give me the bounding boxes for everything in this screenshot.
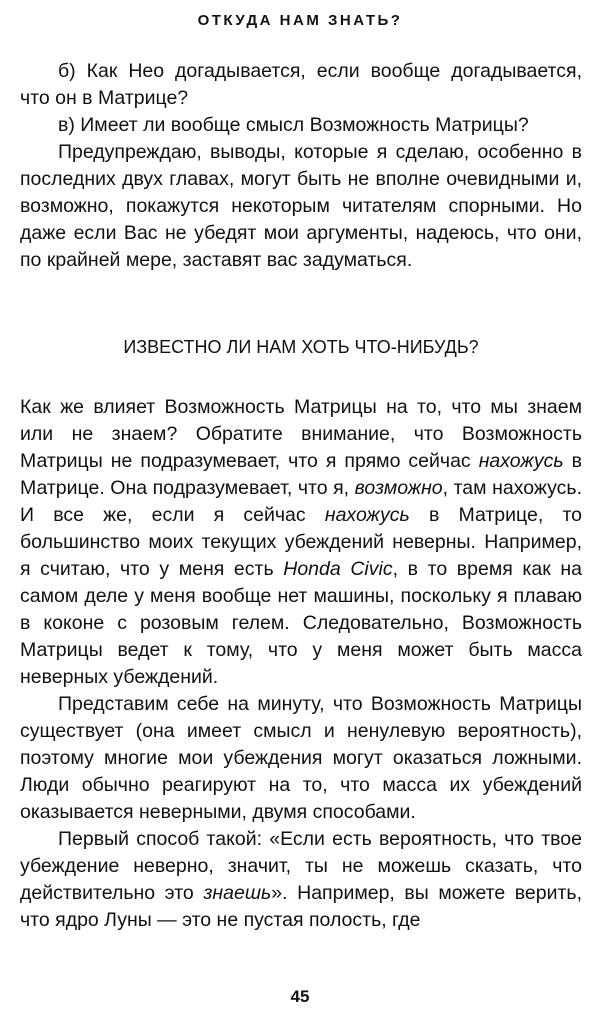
section-heading: ИЗВЕСТНО ЛИ НАМ ХОТЬ ЧТО-НИБУДЬ? xyxy=(123,337,479,357)
emphasis: знаешь xyxy=(203,882,272,904)
text-run: ». Например, вы можете верить, что ядро Луны — это не пустая полость, где xyxy=(20,882,583,931)
page-number: 45 xyxy=(290,987,310,1006)
text-run: Первый способ такой: «Если есть вероятность, что твое убеждение неверно, значит, ты не можешь сказать, что действительно это xyxy=(20,828,582,904)
emphasis: возможно xyxy=(354,477,443,499)
paragraph-warning: Предупреждаю, выводы, которые я сделаю, особенно в последних двух главах, могут быть не вполне очевидными и, возможно, покажутся некоторым читателям спорными. Но даже если Вас не убедят мои аргументы, надеюсь, что они, по крайней мере, заставят вас задуматься. xyxy=(20,141,582,271)
paragraph-first-way xyxy=(20,826,582,934)
paragraph-option-c: в) Имеет ли вообще смысл Возможность Матрицы? xyxy=(58,114,529,136)
text-run: в Матрице. Она подразумевает, что я, xyxy=(20,450,583,499)
running-title: ОТКУДА НАМ ЗНАТЬ? xyxy=(197,12,403,29)
body-text xyxy=(20,58,582,934)
paragraph-matrix-possibility xyxy=(20,394,582,691)
text-run: Как же влияет Возможность Матрицы на то, что мы знаем или не знаем? Обратите внимание, что Возможность Матрицы не подразумевает, что я прямо сейчас xyxy=(20,396,582,472)
emphasis: Honda Civic xyxy=(283,558,393,580)
text-run: , в то время как на самом деле у меня вообще нет машины, поскольку я плаваю в коконе с розовым гелем. Следовательно, Возможность Матрицы ведет к тому, что у меня может быть масса неверных убеждений. xyxy=(20,558,583,688)
text-run: , там нахожусь. И все же, если я сейчас xyxy=(20,477,582,526)
emphasis: нахожусь xyxy=(478,450,564,472)
text-run: в Матрице, то большинство моих текущих убеждений неверны. Например, я считаю, что у меня есть xyxy=(20,504,582,580)
paragraph-option-b: б) Как Нео догадывается, если вообще догадывается, что он в Матрице? xyxy=(20,60,582,109)
emphasis: нахожусь xyxy=(324,504,410,526)
paragraph-imagine: Представим себе на минуту, что Возможность Матрицы существует (она имеет смысл и ненулевую вероятность), поэтому многие мои убеждения могут оказаться ложными. Люди обычно реагируют на то, что масса их убеждений оказывается неверными, двумя способами. xyxy=(20,693,582,823)
